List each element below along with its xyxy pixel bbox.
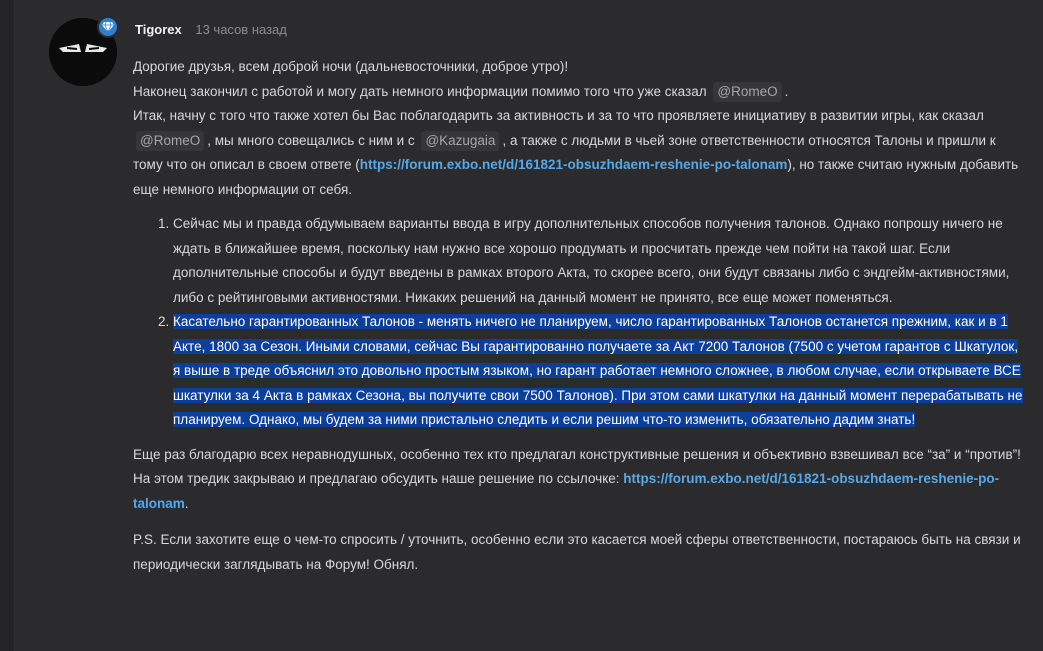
post-timestamp[interactable]: 13 часов назад [195,22,287,37]
thanks-dot: . [184,495,189,511]
list-item-1-text: Сейчас мы и правда обдумываем варианты ввода в игру дополнительных способов получения талонов. Однако попрошу ничего не ждать в ближайшее время, поскольку нам нужно все хорошо продумать и просчитать прежде чем пойти на такой шаг. Если дополнительные способы и будут введены в рамках второго Акта, то скорее всего, они будут связаны либо с эндгейм-активностями, либо с рейтинговыми активностями. Никаких решений на данный момент не принято, все еще может поменяться. [173,216,1010,305]
forum-thread-link[interactable]: https://forum.exbo.net/d/161821-obsuzhdaem-reshenie-po-talonam [359,157,788,172]
intro-line-3b: , мы много совещались с ним и с [207,132,415,148]
intro-line-3c: , а также с людьми в чьей зоне ответственности относятся Талоны и пришли к тому что он описал в своем ответе ( [133,132,996,172]
intro-line-2: Наконец закончил с работой и могу дать немного информации помимо того что уже сказал [133,83,707,99]
intro-line-3d: ), но также считаю нужным добавить еще немного информации от себя. [133,157,1019,197]
intro-dot: . [784,83,789,99]
forum-thread-link-2[interactable]: https://forum.exbo.net/d/161821-obsuzhdaem-reshenie-po-talonam [133,471,1000,511]
paragraph-thanks [133,443,1028,517]
username-link[interactable]: Tigorex [135,22,182,37]
list-item-2-text-selected: Касательно гарантированных Талонов - менять ничего не планируем, число гарантированных Талонов останется прежним, как и в 1 Акте, 1800 за Сезон. Иными словами, сейчас Вы гарантированно получаете за Акт 7200 Талонов (7500 с учетом гарантов с Шкатулок, я выше в треде объяснил это довольно простым языком, но гарант работает немного сложнее, в любом случае, если открываете ВСЕ шкатулки за 4 Акта в рамках Сезона, вы получите свои 7500 Талонов). При этом сами шкатулки на данный момент перерабатывать не планируем. Однако, мы будем за ними пристально следить и если решим что-то изменить, обязательно дадим знать! [173,314,1023,427]
post-body [133,55,1028,577]
post-header [135,22,287,37]
intro-line-3a: Итак, начну с того что также хотел бы Вас поблагодарить за активность и за то что проявляете инициативу в развитии игры, как сказал [133,108,984,123]
post-panel [12,0,1043,651]
intro-line-1: Дорогие друзья, всем доброй ночи (дальневосточники, доброе утро)! [133,59,569,74]
mention-romeo-2[interactable]: @RomeO [136,131,204,151]
ps-text: P.S. Если захотите еще о чем-то спросить / уточнить, особенно если это касается моей сферы ответственности, постараюсь быть на связи и периодически заглядывать на Форум! Обнял. [133,532,1021,572]
list-item [173,212,1028,310]
diamond-badge-icon [97,16,119,38]
mention-romeo[interactable]: @RomeO [713,82,781,102]
info-list [133,212,1028,433]
thanks-text: Еще раз благодарю всех неравнодушных, особенно тех кто предлагал конструктивные решения и объективно взвешивал все “за” и “против”! На этом тредик закрываю и предлагаю обсудить наше решение по ссылочке: [133,446,1021,486]
paragraph-ps [133,528,1028,577]
paragraph-intro [133,55,1028,202]
list-item [173,310,1028,433]
mention-kazugaia[interactable]: @Kazugaia [421,131,499,151]
